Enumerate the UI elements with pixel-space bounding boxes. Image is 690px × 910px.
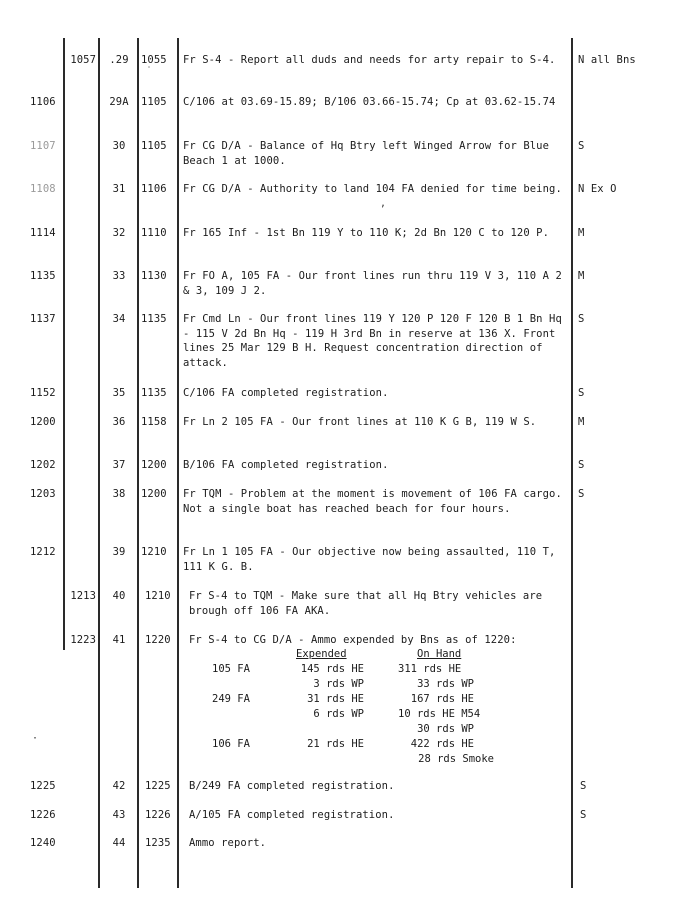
time-out: 1057 [70,54,96,66]
message-text: Ammo report. [189,837,267,849]
time-filed: 1135 [141,313,167,325]
disposition: S [580,780,587,792]
time-filed: 1158 [141,416,167,428]
disposition: S [578,387,585,399]
disposition: M [578,227,585,239]
time-filed: 1106 [141,183,167,195]
serial-number: 40 [112,590,126,602]
time-in: 1212 [30,546,56,558]
ammo-header-expended: Expended [296,648,347,660]
time-in: 1200 [30,416,56,428]
stray-mark: ˙ [146,66,153,77]
column-rule-2 [98,38,100,888]
time-in: 1202 [30,459,56,471]
serial-number: 33 [112,270,126,282]
stray-mark: · [32,733,39,744]
time-filed: 1225 [145,780,171,792]
message-text: A/105 FA completed registration. [189,809,395,821]
ammo-unit: 105 FA [212,663,250,675]
time-filed: 1200 [141,459,167,471]
serial-number: .29 [109,54,129,66]
time-in: 1135 [30,270,56,282]
column-rule-4 [177,38,179,888]
message-text: Fr Ln 1 105 FA - Our objective now being assaulted, 110 T, 111 K G. B. [183,546,556,573]
message-text: Fr TQM - Problem at the moment is movement of 106 FA cargo. Not a single boat has reached beach for four hours. [183,488,562,515]
ammo-on-hand: 28 rds Smoke [418,753,494,765]
ammo-on-hand: 10 rds HE M54 [398,708,481,720]
ammo-on-hand: 311 rds HE [398,663,462,675]
time-in: 1203 [30,488,56,500]
serial-number: 38 [112,488,126,500]
ammo-expended: 31 rds HE [307,693,364,705]
message-text: B/249 FA completed registration. [189,780,395,792]
time-filed: 1210 [141,546,167,558]
message-text: Fr S-4 - Report all duds and needs for arty repair to S-4. [183,54,556,66]
serial-number: 31 [112,183,126,195]
serial-number: 42 [112,780,126,792]
ammo-on-hand: 33 rds WP [417,678,474,690]
disposition: S [580,809,587,821]
ammo-unit: 249 FA [212,693,250,705]
ammo-header-on-hand: On Hand [417,648,462,660]
ammo-unit: 106 FA [212,738,250,750]
disposition: S [578,140,585,152]
ammo-expended: 145 rds HE [300,663,364,675]
serial-number: 34 [112,313,126,325]
column-rule-1 [63,38,65,650]
time-filed: 1220 [145,634,171,646]
time-in: 1137 [30,313,56,325]
ammo-on-hand: 30 rds WP [417,723,474,735]
message-text: Fr 165 Inf - 1st Bn 119 Y to 110 K; 2d Bn 120 C to 120 P. [183,227,550,239]
time-in: 1152 [30,387,56,399]
serial-number: 32 [112,227,126,239]
ammo-expended: 3 rds WP [313,678,364,690]
time-in: 1108 [30,183,56,195]
time-in: 1240 [30,837,56,849]
time-filed: 1226 [145,809,171,821]
message-text: Fr CG D/A - Authority to land 104 FA denied for time being. [183,183,562,195]
column-rule-5 [571,38,573,888]
disposition: S [578,459,585,471]
serial-number: 35 [112,387,126,399]
time-filed: 1200 [141,488,167,500]
message-text: Fr Ln 2 105 FA - Our front lines at 110 K G B, 119 W S. [183,416,537,428]
serial-number: 37 [112,459,126,471]
ammo-expended: 6 rds WP [313,708,364,720]
time-in: 1106 [30,96,56,108]
time-out: 1223 [70,634,96,646]
serial-number: 29A [109,96,129,108]
stray-mark: ‚ [380,198,387,209]
serial-number: 36 [112,416,126,428]
serial-number: 39 [112,546,126,558]
message-text: Fr CG D/A - Balance of Hq Btry left Winged Arrow for Blue Beach 1 at 1000. [183,140,550,167]
disposition: M [578,416,585,428]
time-filed: 1055 [141,54,167,66]
serial-number: 44 [112,837,126,849]
message-text: Fr Cmd Ln - Our front lines 119 Y 120 P 120 F 120 B 1 Bn Hq - 115 V 2d Bn Hq - 119 H 3rd Bn in reserve at 136 X. Front lines 25 Mar 129 B H. Request concentration direction of attack. [183,313,562,369]
message-text: C/106 FA completed registration. [183,387,389,399]
disposition: S [578,488,585,500]
disposition: S [578,313,585,325]
message-text: Fr S-4 to TQM - Make sure that all Hq Btry vehicles are brough off 106 FA AKA. [189,590,543,617]
ammo-on-hand: 422 rds HE [410,738,474,750]
time-filed: 1130 [141,270,167,282]
time-filed: 1105 [141,96,167,108]
message-text: C/106 at 03.69-15.89; B/106 03.66-15.74; Cp at 03.62-15.74 [183,96,556,108]
disposition: M [578,270,585,282]
time-in: 1107 [30,140,56,152]
time-filed: 1235 [145,837,171,849]
serial-number: 43 [112,809,126,821]
message-text: Fr FO A, 105 FA - Our front lines run thru 119 V 3, 110 A 2 & 3, 109 J 2. [183,270,562,297]
serial-number: 30 [112,140,126,152]
ammo-on-hand: 167 rds HE [410,693,474,705]
time-in: 1114 [30,227,56,239]
time-filed: 1210 [145,590,171,602]
time-in: 1225 [30,780,56,792]
column-rule-3 [137,38,139,888]
message-text: Fr S-4 to CG D/A - Ammo expended by Bns as of 1220: [189,634,517,646]
disposition: N Ex O [578,183,617,195]
time-filed: 1105 [141,140,167,152]
ammo-expended: 21 rds HE [307,738,364,750]
time-filed: 1135 [141,387,167,399]
message-text: B/106 FA completed registration. [183,459,389,471]
disposition: N all Bns [578,54,636,66]
time-filed: 1110 [141,227,167,239]
time-out: 1213 [70,590,96,602]
serial-number: 41 [112,634,126,646]
time-in: 1226 [30,809,56,821]
